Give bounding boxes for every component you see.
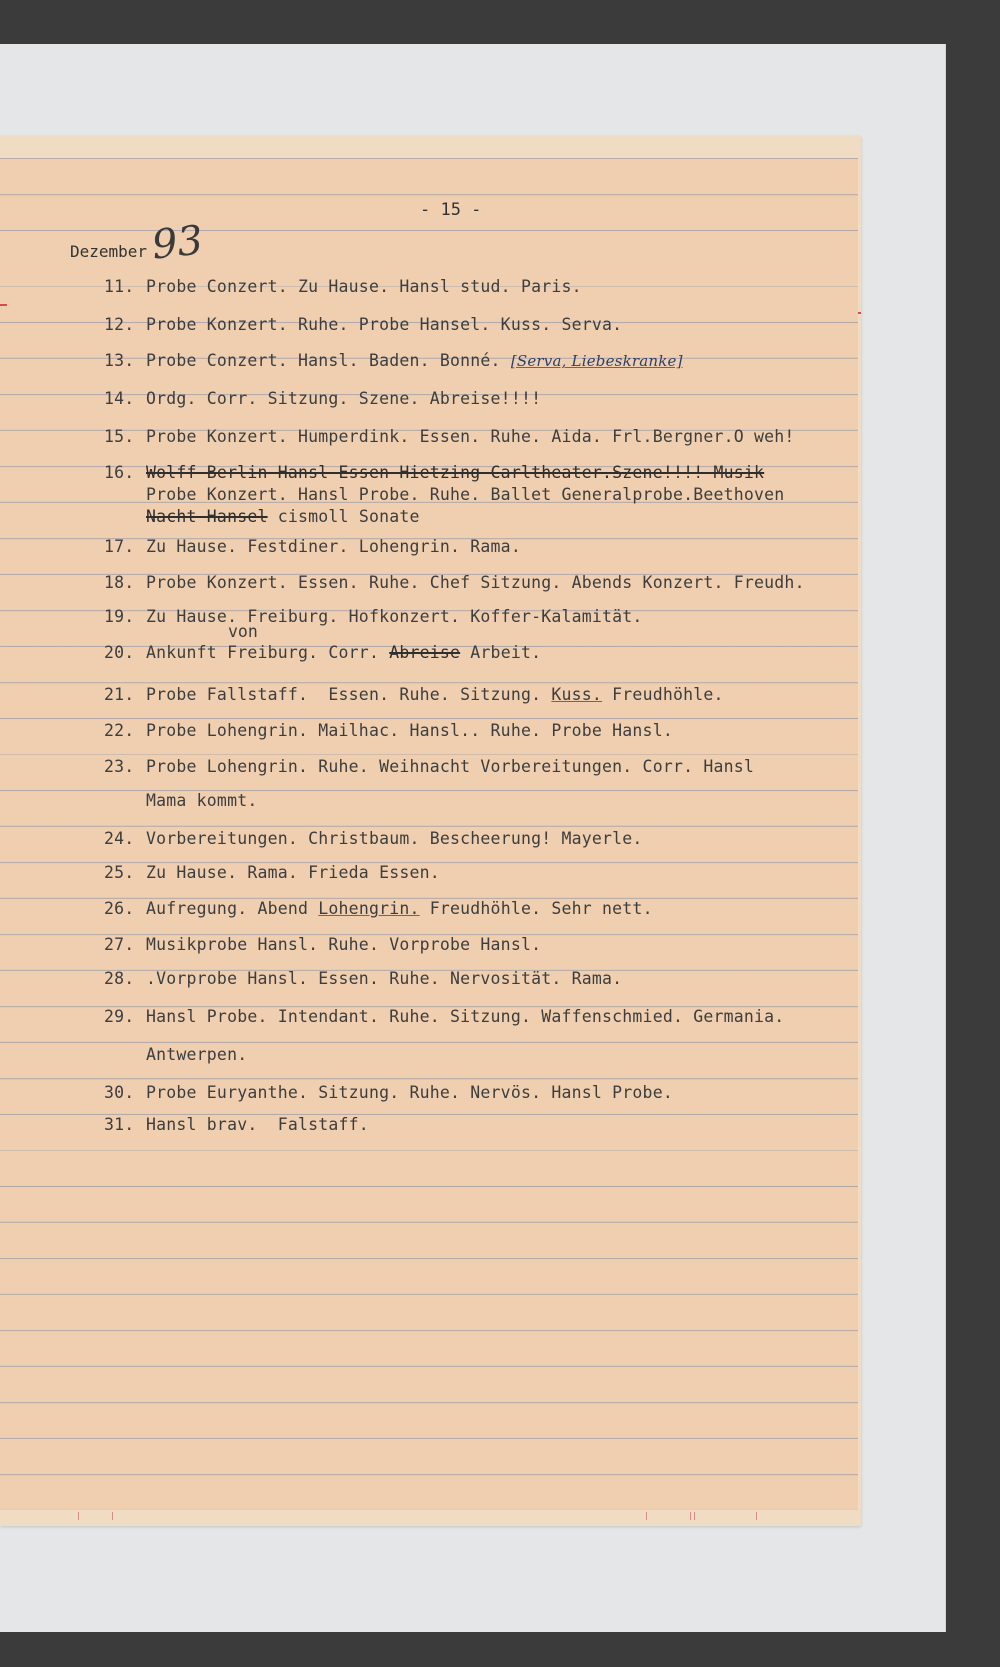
- entry-text: Antwerpen.: [146, 1045, 248, 1064]
- entry-text: Probe Lohengrin. Mailhac. Hansl.. Ruhe. Probe Hansl.: [146, 721, 673, 740]
- entry-23-line2: [146, 790, 886, 812]
- entry-15: [104, 426, 844, 448]
- entry-14: [104, 388, 844, 410]
- edge-tick: [756, 1512, 757, 1520]
- entry-text: Probe Euryanthe. Sitzung. Ruhe. Nervös. Hansl Probe.: [146, 1083, 673, 1102]
- entry-25: [104, 862, 844, 884]
- entry-text: cismoll Sonate: [267, 507, 420, 526]
- margin-mark-right: [858, 312, 861, 314]
- entry-number: 28.: [104, 969, 135, 988]
- entry-number: 17.: [104, 537, 135, 556]
- entry-16-line3: [146, 506, 886, 528]
- edge-tick: [78, 1512, 79, 1520]
- entry-text: Probe Konzert. Humperdink. Essen. Ruhe. Aida. Frl.Bergner.O weh!: [146, 427, 795, 446]
- entry-number: 30.: [104, 1083, 135, 1102]
- entry-21: [104, 684, 844, 706]
- entry-number: 23.: [104, 757, 135, 776]
- entry-text: Zu Hause. Festdiner. Lohengrin. Rama.: [146, 537, 521, 556]
- struck-text: Nacht Hansel: [146, 507, 268, 526]
- page-number: - 15 -: [420, 200, 482, 220]
- entry-text: .Vorprobe Hansl. Essen. Ruhe. Nervosität. Rama.: [146, 969, 623, 988]
- entry-text: Musikprobe Hansl. Ruhe. Vorprobe Hansl.: [146, 935, 542, 954]
- entry-30: [104, 1082, 844, 1104]
- entry-number: 19.: [104, 607, 135, 626]
- entry-26: [104, 898, 844, 920]
- entry-16-line2: [146, 484, 886, 506]
- edge-tick: [690, 1512, 691, 1520]
- entry-20: [104, 642, 844, 664]
- entry-27: [104, 934, 844, 956]
- inserted-word: von: [228, 622, 258, 641]
- entry-number: 31.: [104, 1115, 135, 1134]
- entry-text: Probe Lohengrin. Ruhe. Weihnacht Vorbereitungen. Corr. Hansl: [146, 757, 755, 776]
- margin-mark-left: [0, 304, 7, 306]
- year-handwritten: 93: [149, 217, 206, 269]
- entry-text: Hansl Probe. Intendant. Ruhe. Sitzung. Waffenschmied. Germania.: [146, 1007, 785, 1026]
- entry-text: Aufregung. Abend: [146, 899, 319, 918]
- entry-number: 24.: [104, 829, 135, 848]
- entry-number: 22.: [104, 721, 135, 740]
- entry-12: [104, 314, 844, 336]
- entry-text: Ankunft Freiburg. Corr.: [146, 643, 390, 662]
- entry-number: 12.: [104, 315, 135, 334]
- entry-text: Zu Hause. Rama. Frieda Essen.: [146, 863, 440, 882]
- entry-text: Probe Konzert. Hansl Probe. Ruhe. Ballet Generalprobe.Beethoven: [146, 485, 785, 504]
- entry-22: [104, 720, 844, 742]
- entry-text: Freudhöhle.: [602, 685, 724, 704]
- entry-31: [104, 1114, 844, 1136]
- entry-29-line2: [146, 1044, 886, 1066]
- entry-number: 27.: [104, 935, 135, 954]
- entry-17: [104, 536, 844, 558]
- entry-text: Zu Hause. Freiburg. Hofkonzert. Koffer-Kalamität.: [146, 607, 643, 626]
- handwritten-note: [Serva, Liebeskranke]: [510, 352, 683, 370]
- entry-number: 25.: [104, 863, 135, 882]
- entry-text: Mama kommt.: [146, 791, 258, 810]
- edge-tick: [112, 1512, 113, 1520]
- entry-number: 14.: [104, 389, 135, 408]
- entry-text: Freudhöhle. Sehr nett.: [419, 899, 653, 918]
- entry-23: [104, 756, 844, 778]
- entry-number: 20.: [104, 643, 135, 662]
- entry-text: Vorbereitungen. Christbaum. Bescheerung! Mayerle.: [146, 829, 643, 848]
- entry-29: [104, 1006, 844, 1028]
- entry-text: Probe Fallstaff. Essen. Ruhe. Sitzung.: [146, 685, 552, 704]
- underlined-text: Lohengrin.: [318, 899, 420, 918]
- edge-tick: [694, 1512, 695, 1520]
- entry-number: 21.: [104, 685, 135, 704]
- month-heading: Dezember: [70, 242, 148, 261]
- entry-text: Arbeit.: [460, 643, 542, 662]
- underlined-text: Kuss.: [551, 685, 603, 704]
- entry-text: Probe Conzert. Zu Hause. Hansl stud. Paris.: [146, 277, 582, 296]
- entry-number: 16.: [104, 463, 135, 482]
- entry-11: [104, 276, 844, 298]
- entry-number: 18.: [104, 573, 135, 592]
- edge-tick: [646, 1512, 647, 1520]
- entry-number: 29.: [104, 1007, 135, 1026]
- struck-text: Wolff Berlin Hansl Essen Hietzing Carltheater.Szene!!!! Musik: [146, 463, 765, 482]
- entry-number: 26.: [104, 899, 135, 918]
- entry-18: [104, 572, 844, 594]
- entry-19: [104, 606, 844, 628]
- entry-number: 11.: [104, 277, 135, 296]
- entry-text: Ordg. Corr. Sitzung. Szene. Abreise!!!!: [146, 389, 542, 408]
- entry-number: 13.: [104, 351, 135, 370]
- entry-number: 15.: [104, 427, 135, 446]
- entry-28: [104, 968, 844, 990]
- entry-text: Probe Konzert. Ruhe. Probe Hansel. Kuss. Serva.: [146, 315, 623, 334]
- entry-text: Probe Konzert. Essen. Ruhe. Chef Sitzung. Abends Konzert. Freudh.: [146, 573, 805, 592]
- entry-text: Hansl brav. Falstaff.: [146, 1115, 369, 1134]
- entry-24: [104, 828, 844, 850]
- entry-13: [104, 350, 844, 372]
- entry-text: Probe Conzert. Hansl. Baden. Bonné.: [146, 351, 511, 370]
- entry-16: [104, 462, 844, 484]
- struck-text: Abreise: [389, 643, 461, 662]
